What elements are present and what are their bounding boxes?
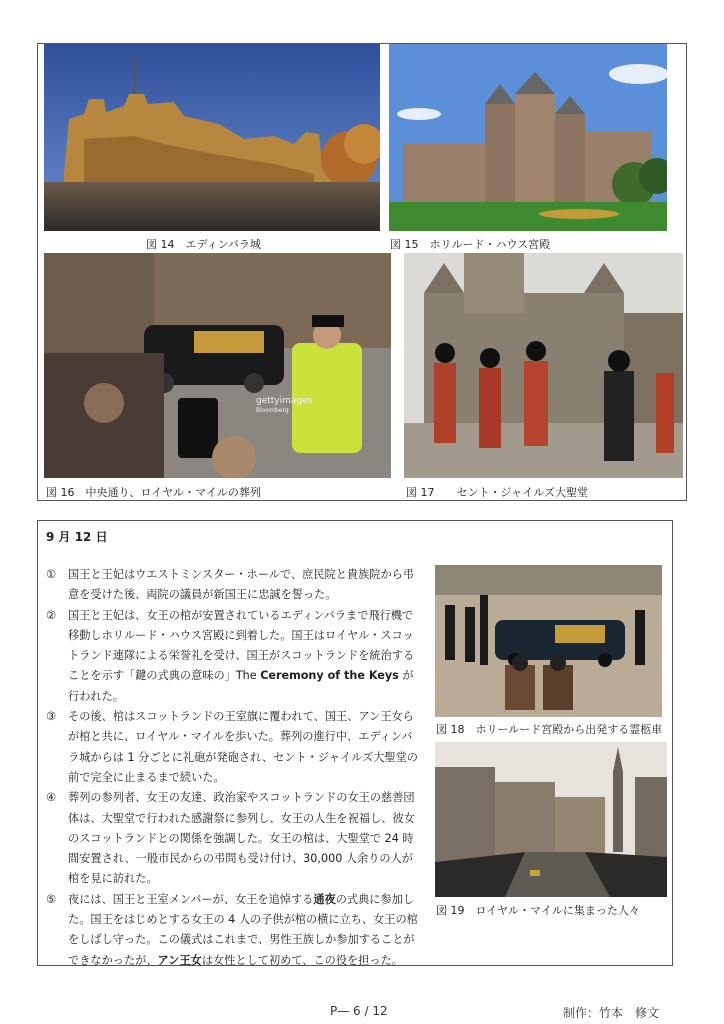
getty-watermark: gettyimages [256, 396, 313, 406]
list-item [42, 788, 420, 889]
item-text: 葬列の参列者、女王の友達、政治家やスコットランドの女王の慈善団体は、大聖堂で行われた感謝祭に参列し、女王の人生を祝福し、彼女のスコットランドとの関係を強調した。女王の棺は、大聖堂で 24 時間安置され、一般市民からの弔問も受け付け、30,000 人余りの人が棺を見に訪れた。 [68, 791, 415, 886]
list-item [42, 606, 420, 707]
royal-mile-crowds-photo [435, 742, 667, 897]
item-number: ② [45, 608, 57, 622]
list-item [42, 890, 420, 971]
item-text: 国王と王妃は、女王の棺が安置されているエディンバラまで飛行機で移動しホリルード・ハウス宮殿に到着した。国王はロイヤル・スコットランド連隊による栄誉礼を受け、国王がスコットランドを統治することを示す「鍵の式典の意味の」The Ceremony of the Keys が行われた。 [68, 608, 415, 703]
fig19-caption: 図 19 ロイヤル・マイルに集まった人々 [436, 904, 640, 917]
list-item [42, 707, 420, 788]
getty-watermark-source: Bloomberg [256, 407, 289, 414]
fig17-caption: 図 17 セント・ジャイルズ大聖堂 [406, 486, 588, 499]
fig15-caption: 図 15 ホリルード・ハウス宮殿 [390, 238, 551, 251]
ceremony-of-keys: Ceremony of the Keys [260, 669, 399, 683]
event-list [42, 565, 420, 971]
edinburgh-castle-photo [44, 44, 380, 231]
princess-anne-emphasis: アン王女 [157, 953, 202, 967]
vigil-emphasis: 通夜 [313, 892, 336, 906]
holyrood-palace-photo [389, 44, 667, 231]
fig16-caption: 図 16 中央通り、ロイヤル・マイルの葬列 [46, 486, 261, 499]
royal-mile-procession-photo [44, 253, 391, 478]
list-item [42, 565, 420, 606]
item-number: ⑤ [45, 892, 57, 906]
item-text: 夜には、国王と王室メンバーが、女王を追悼する通夜の式典に参加した。国王をはじめとする女王の 4 人の子供が棺の横に立ち、女王の棺をしばし守った。この儀式はこれまで、男性王族しか参加することができなかったが、アン王女は女性として初めて、この役を担った。 [68, 892, 418, 967]
fig14-caption: 図 14 エディンバラ城 [146, 238, 261, 251]
hearse-departure-photo [435, 565, 662, 717]
page-number: P― 6 / 12 [330, 1004, 388, 1018]
section-date: 9 月 12 日 [46, 530, 108, 544]
item-number: ④ [45, 791, 57, 805]
item-text: 国王と王妃はウエストミンスター・ホールで、庶民院と貴族院から弔意を受けた後、両院の議員が新国王に忠誠を誓った。 [68, 568, 415, 602]
fig18-caption: 図 18 ホリールード宮殿から出発する霊柩車 [436, 723, 663, 736]
st-giles-cathedral-photo [404, 253, 683, 478]
item-number: ③ [45, 710, 57, 724]
item-text: その後、棺はスコットランドの王室旗に覆われて、国王、アン王女らが棺と共に、ロイヤル・マイルを歩いた。葬列の進行中、エディンバラ城からは 1 分ごとに礼砲が発砲され、セント・ジャイルズ大聖堂の前で完全に止まるまで続いた。 [68, 710, 418, 784]
item-number: ① [45, 568, 57, 581]
author-credit: 制作：竹本 修文 [563, 1006, 660, 1020]
